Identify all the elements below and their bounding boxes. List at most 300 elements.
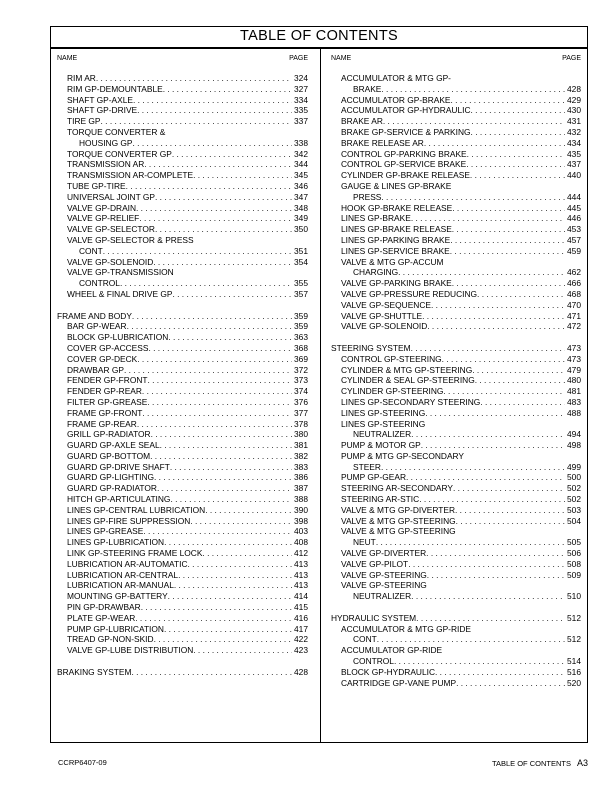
- toc-page-number: 479: [567, 364, 581, 375]
- dot-leader: [139, 213, 292, 224]
- toc-page-number: 505: [567, 537, 581, 548]
- toc-entry-line: [341, 645, 581, 656]
- toc-entry-title: GRILL GP-RADIATOR: [67, 429, 151, 440]
- toc-entry[interactable]: [57, 213, 308, 224]
- toc-entry[interactable]: [57, 419, 308, 430]
- dot-leader: [456, 678, 565, 689]
- toc-page-number: 500: [567, 472, 581, 483]
- toc-entry[interactable]: [57, 526, 308, 537]
- dot-leader: [411, 213, 565, 224]
- toc-page-number: 506: [567, 548, 581, 559]
- toc-entry-title: FRAME GP-FRONT: [67, 407, 143, 418]
- toc-entry[interactable]: [331, 386, 581, 397]
- toc-entry[interactable]: [331, 408, 581, 419]
- toc-entry[interactable]: [57, 397, 308, 408]
- toc-entry-title: GUARD GP-BOTTOM: [67, 450, 151, 461]
- toc-entry[interactable]: [331, 73, 581, 95]
- dot-leader: [124, 365, 292, 376]
- toc-entry[interactable]: [57, 365, 308, 376]
- dot-leader: [131, 667, 292, 678]
- toc-entry[interactable]: [57, 634, 308, 645]
- toc-entry-line: [341, 84, 581, 95]
- toc-entry[interactable]: [331, 321, 581, 332]
- toc-entry-line: [67, 408, 308, 419]
- toc-entry[interactable]: [57, 289, 308, 300]
- toc-entry[interactable]: [57, 127, 308, 149]
- toc-entry[interactable]: [57, 95, 308, 106]
- toc-entry-line: [341, 300, 581, 311]
- dot-leader: [466, 159, 565, 170]
- toc-page-number: 480: [567, 375, 581, 386]
- toc-page-number: 434: [567, 137, 581, 148]
- toc-page-number: 446: [567, 213, 581, 224]
- toc-page-number: 342: [294, 148, 308, 159]
- toc-entry[interactable]: [57, 408, 308, 419]
- toc-entry-line: [67, 127, 308, 138]
- toc-page-number: 377: [294, 407, 308, 418]
- toc-entry-line: [341, 375, 581, 386]
- toc-entry[interactable]: [331, 138, 581, 149]
- toc-entry-title: LINES GP-LUBRICATION: [67, 537, 165, 548]
- toc-entry-title: LUBRICATION AR-AUTOMATIC: [67, 558, 188, 569]
- toc-entry-title: LINES GP-STEERING: [341, 407, 426, 418]
- toc-entry[interactable]: [331, 170, 581, 181]
- dot-leader: [394, 656, 565, 667]
- dot-leader: [154, 472, 292, 483]
- toc-entry-title: CONTROL: [79, 278, 120, 289]
- dot-leader: [426, 548, 565, 559]
- toc-section-entry[interactable]: [57, 667, 308, 678]
- toc-page-number: 514: [567, 656, 581, 667]
- toc-entry-title: LINES GP-PARKING BRAKE: [341, 234, 451, 245]
- dot-leader: [141, 602, 292, 613]
- toc-entry-line: [57, 311, 308, 322]
- toc-entry[interactable]: [331, 494, 581, 505]
- toc-entry-title: VALVE GP-SOLENOID: [67, 256, 154, 267]
- toc-page-number: 350: [294, 224, 308, 235]
- toc-entry-line: [341, 127, 581, 138]
- toc-entry-line: [341, 483, 581, 494]
- dot-leader: [416, 613, 565, 624]
- toc-entry[interactable]: [57, 570, 308, 581]
- toc-page-number: 457: [567, 234, 581, 245]
- toc-page-number: 415: [294, 602, 308, 613]
- toc-page-number: 512: [567, 634, 581, 645]
- toc-entry[interactable]: [57, 645, 308, 656]
- toc-page-number: 372: [294, 364, 308, 375]
- toc-entry[interactable]: [57, 516, 308, 527]
- toc-entry[interactable]: [57, 105, 308, 116]
- footer-doc-id: CCRP6407-09: [58, 758, 107, 767]
- dot-leader: [408, 559, 565, 570]
- dot-leader: [163, 84, 292, 95]
- toc-section-entry[interactable]: [331, 343, 581, 354]
- toc-entry-title: NEUTRALIZER: [353, 429, 412, 440]
- toc-entry-line: [67, 235, 308, 246]
- toc-entry[interactable]: [57, 613, 308, 624]
- dot-leader: [471, 105, 565, 116]
- toc-entry[interactable]: [331, 289, 581, 300]
- toc-entry-line: [341, 591, 581, 602]
- toc-entry-title: TUBE GP-TIRE: [67, 180, 126, 191]
- name-header: NAME: [57, 55, 78, 62]
- toc-page-number: 334: [294, 94, 308, 105]
- left-column: [57, 53, 308, 678]
- toc-page-number: 347: [294, 191, 308, 202]
- toc-entry[interactable]: [57, 472, 308, 483]
- toc-entry-line: [67, 170, 308, 181]
- toc-entry[interactable]: [57, 116, 308, 127]
- toc-page-number: 413: [294, 580, 308, 591]
- toc-entry[interactable]: [57, 192, 308, 203]
- toc-entry[interactable]: [57, 386, 308, 397]
- toc-entry-line: [67, 159, 308, 170]
- toc-entry-title: GUARD GP-DRIVE SHAFT: [67, 461, 170, 472]
- toc-entry[interactable]: [331, 667, 581, 678]
- toc-entry[interactable]: [331, 181, 581, 203]
- toc-entry[interactable]: [331, 397, 581, 408]
- toc-entry-line: [341, 386, 581, 397]
- toc-entry[interactable]: [331, 580, 581, 602]
- dot-leader: [422, 311, 565, 322]
- toc-entry-title: CONT: [79, 245, 103, 256]
- toc-entry-line: [341, 159, 581, 170]
- toc-entry[interactable]: [331, 246, 581, 257]
- toc-page-number: 459: [567, 245, 581, 256]
- dot-leader: [155, 192, 292, 203]
- toc-page-number: 471: [567, 310, 581, 321]
- toc-entry[interactable]: [331, 300, 581, 311]
- footer-section: [492, 758, 588, 769]
- toc-entry-line: [341, 138, 581, 149]
- dot-leader: [475, 375, 565, 386]
- toc-entry[interactable]: [57, 73, 308, 84]
- toc-page-number: 349: [294, 213, 308, 224]
- toc-page-number: 381: [294, 440, 308, 451]
- toc-entry[interactable]: [331, 105, 581, 116]
- toc-entry-title: BLOCK GP-HYDRAULIC: [341, 666, 436, 677]
- toc-entry[interactable]: [331, 483, 581, 494]
- dot-leader: [452, 203, 565, 214]
- toc-entry[interactable]: [331, 235, 581, 246]
- toc-entry[interactable]: [57, 181, 308, 192]
- toc-entry-title: LINES GP-SERVICE BRAKE: [341, 245, 450, 256]
- toc-entry-title: VALVE GP-PILOT: [341, 558, 409, 569]
- toc-entry-line: [67, 602, 308, 613]
- toc-page-number: 416: [294, 612, 308, 623]
- toc-entry-line: [67, 192, 308, 203]
- toc-entry[interactable]: [57, 591, 308, 602]
- name-header: NAME: [331, 55, 352, 62]
- toc-entry-title: HITCH GP-ARTICULATING: [67, 494, 171, 505]
- toc-page-number: 380: [294, 429, 308, 440]
- toc-entry[interactable]: [57, 462, 308, 473]
- toc-page-number: 335: [294, 105, 308, 116]
- toc-entry[interactable]: [57, 580, 308, 591]
- toc-section-entry[interactable]: [331, 613, 581, 624]
- toc-entry[interactable]: [331, 375, 581, 386]
- toc-entry[interactable]: [331, 451, 581, 473]
- toc-entry-title: TORQUE CONVERTER GP: [67, 148, 172, 159]
- toc-entry-title: PUMP & MTG GP-SECONDARY: [341, 450, 465, 461]
- toc-entry-line: [341, 429, 581, 440]
- toc-entry[interactable]: [57, 429, 308, 440]
- dot-leader: [480, 397, 565, 408]
- section-gap: [331, 602, 581, 613]
- toc-entry-line: [341, 472, 581, 483]
- toc-entry-line: [67, 559, 308, 570]
- dot-leader: [450, 235, 565, 246]
- toc-entry[interactable]: [331, 526, 581, 548]
- toc-entry[interactable]: [57, 203, 308, 214]
- toc-entry[interactable]: [331, 311, 581, 322]
- toc-entry-line: [67, 429, 308, 440]
- toc-entry-title: DRAWBAR GP: [67, 364, 124, 375]
- toc-entry-title: NEUT: [353, 537, 376, 548]
- toc-page-number: 348: [294, 202, 308, 213]
- toc-entry-line: [67, 246, 308, 257]
- toc-entry-title: VALVE & MTG GP-STEERING: [341, 515, 456, 526]
- toc-page-number: 414: [294, 591, 308, 602]
- toc-page-number: 488: [567, 407, 581, 418]
- toc-page-number: 503: [567, 504, 581, 515]
- toc-entry-title: HOUSING GP: [79, 137, 133, 148]
- column-divider: [320, 49, 321, 742]
- toc-entry[interactable]: [57, 548, 308, 559]
- toc-entry-line: [341, 95, 581, 106]
- toc-entry-title: VALVE GP-SEQUENCE: [341, 299, 431, 310]
- toc-entry-title: FRAME GP-REAR: [67, 418, 137, 429]
- toc-entry-line: [341, 321, 581, 332]
- toc-entry[interactable]: [57, 354, 308, 365]
- toc-entry[interactable]: [331, 440, 581, 451]
- toc-entry-line: [67, 289, 308, 300]
- toc-entry[interactable]: [331, 149, 581, 160]
- toc-page-number: 355: [294, 278, 308, 289]
- toc-entry-title: PLATE GP-WEAR: [67, 612, 136, 623]
- toc-page-number: 468: [567, 288, 581, 299]
- toc-page-number: 413: [294, 569, 308, 580]
- dot-leader: [477, 289, 565, 300]
- toc-page-number: 498: [567, 440, 581, 451]
- dot-leader: [470, 170, 565, 181]
- toc-entry[interactable]: [331, 365, 581, 376]
- toc-entry[interactable]: [57, 559, 308, 570]
- toc-entry[interactable]: [57, 375, 308, 386]
- dot-leader: [398, 267, 565, 278]
- toc-entry-line: [67, 462, 308, 473]
- toc-entry-title: PUMP GP-GEAR: [341, 472, 406, 483]
- toc-entry[interactable]: [57, 224, 308, 235]
- toc-entry-title: MOUNTING GP-BATTERY: [67, 591, 168, 602]
- toc-entry-line: [67, 419, 308, 430]
- toc-page-number: 470: [567, 299, 581, 310]
- toc-entry-line: [67, 440, 308, 451]
- toc-entry[interactable]: [331, 354, 581, 365]
- dot-leader: [450, 246, 565, 257]
- toc-page-number: 408: [294, 537, 308, 548]
- toc-entry-title: BRAKE GP-SERVICE & PARKING: [341, 126, 471, 137]
- toc-page-number: 345: [294, 170, 308, 181]
- dot-leader: [411, 343, 565, 354]
- toc-entry[interactable]: [331, 678, 581, 689]
- toc-entry[interactable]: [331, 159, 581, 170]
- toc-entry[interactable]: [331, 213, 581, 224]
- toc-entry-title: RIM GP-DEMOUNTABLE: [67, 83, 163, 94]
- dot-leader: [144, 159, 292, 170]
- dot-leader: [164, 537, 292, 548]
- toc-entry[interactable]: [57, 321, 308, 332]
- dot-leader: [133, 95, 292, 106]
- toc-entry[interactable]: [331, 419, 581, 441]
- toc-page-number: 398: [294, 515, 308, 526]
- toc-entry[interactable]: [331, 116, 581, 127]
- toc-entry[interactable]: [331, 548, 581, 559]
- toc-page-number: 428: [567, 83, 581, 94]
- toc-page-number: 354: [294, 256, 308, 267]
- toc-entry[interactable]: [57, 84, 308, 95]
- toc-entry-title: GUARD GP-AXLE SEAL: [67, 440, 160, 451]
- toc-entry-line: [67, 224, 308, 235]
- toc-entry[interactable]: [57, 235, 308, 257]
- toc-page-number: 387: [294, 483, 308, 494]
- toc-entry-title: STEERING AR-STIC: [341, 494, 420, 505]
- toc-entry-title: STEERING AR-SECONDARY: [341, 483, 453, 494]
- toc-entry[interactable]: [331, 278, 581, 289]
- toc-entry[interactable]: [331, 472, 581, 483]
- toc-entry-title: VALVE & MTG GP-ACCUM: [341, 256, 444, 267]
- footer-page-number: A3: [576, 758, 588, 768]
- toc-page-number: 351: [294, 245, 308, 256]
- toc-page-number: 423: [294, 645, 308, 656]
- toc-entry[interactable]: [57, 343, 308, 354]
- toc-entry-title: FENDER GP-FRONT: [67, 375, 148, 386]
- toc-entry-line: [67, 570, 308, 581]
- toc-entry[interactable]: [331, 95, 581, 106]
- toc-entry-line: [67, 613, 308, 624]
- toc-entry[interactable]: [57, 494, 308, 505]
- toc-page-number: 346: [294, 180, 308, 191]
- toc-page-number: 327: [294, 83, 308, 94]
- toc-entry[interactable]: [57, 149, 308, 160]
- toc-page-number: 413: [294, 558, 308, 569]
- toc-entry-title: TRANSMISSION AR-COMPLETE: [67, 170, 194, 181]
- toc-entry[interactable]: [57, 624, 308, 635]
- toc-entry-line: [341, 451, 581, 462]
- dot-leader: [377, 634, 565, 645]
- toc-entry[interactable]: [331, 505, 581, 516]
- toc-page-number: 509: [567, 569, 581, 580]
- toc-entry-line: [341, 678, 581, 689]
- toc-page-number: 502: [567, 483, 581, 494]
- toc-page-number: 324: [294, 73, 308, 83]
- toc-entry-title: ACCUMULATOR GP-HYDRAULIC: [341, 105, 471, 116]
- left-entry-list: [57, 73, 308, 678]
- toc-entry[interactable]: [57, 451, 308, 462]
- toc-entry[interactable]: [57, 159, 308, 170]
- toc-entry[interactable]: [57, 505, 308, 516]
- toc-entry[interactable]: [331, 203, 581, 214]
- section-gap: [57, 656, 308, 667]
- toc-entry[interactable]: [331, 516, 581, 527]
- toc-page-number: 430: [567, 105, 581, 116]
- toc-entry-line: [341, 311, 581, 322]
- toc-entry[interactable]: [57, 602, 308, 613]
- right-column-header: [331, 53, 581, 65]
- dot-leader: [142, 386, 292, 397]
- dot-leader: [120, 278, 292, 289]
- toc-page-number: 428: [294, 666, 308, 677]
- toc-entry-title: VALVE GP-LUBE DISTRIBUTION: [67, 645, 194, 656]
- dot-leader: [431, 300, 565, 311]
- toc-page-number: 374: [294, 386, 308, 397]
- toc-page-number: 403: [294, 526, 308, 537]
- toc-entry-title: VALVE GP-SELECTOR & PRESS: [67, 234, 194, 245]
- toc-entry[interactable]: [331, 570, 581, 581]
- toc-entry-line: [341, 149, 581, 160]
- toc-entry-title: ACCUMULATOR & MTG GP-RIDE: [341, 623, 471, 634]
- toc-entry[interactable]: [57, 483, 308, 494]
- toc-entry-title: HOOK GP-BRAKE RELEASE: [341, 202, 453, 213]
- dot-leader: [148, 375, 293, 386]
- toc-entry[interactable]: [331, 257, 581, 279]
- toc-page-number: 386: [294, 472, 308, 483]
- toc-page-number: 440: [567, 170, 581, 181]
- toc-entry[interactable]: [57, 332, 308, 343]
- toc-entry-line: [341, 570, 581, 581]
- dot-leader: [472, 365, 565, 376]
- toc-entry-title: BLOCK GP-LUBRICATION: [67, 332, 169, 343]
- toc-page-number: 444: [567, 191, 581, 202]
- toc-entry-line: [341, 440, 581, 451]
- toc-entry-line: [67, 278, 308, 289]
- toc-section-entry[interactable]: [57, 311, 308, 322]
- dot-leader: [456, 516, 565, 527]
- toc-entry[interactable]: [57, 267, 308, 289]
- toc-entry[interactable]: [331, 559, 581, 570]
- toc-entry-title: HYDRAULIC SYSTEM: [331, 612, 417, 623]
- toc-entry[interactable]: [331, 224, 581, 235]
- toc-entry-line: [341, 419, 581, 430]
- toc-page-number: 378: [294, 418, 308, 429]
- toc-page-number: 337: [294, 116, 308, 127]
- toc-page-number: 512: [567, 612, 581, 623]
- toc-entry-title: CONTROL GP-PARKING BRAKE: [341, 148, 467, 159]
- toc-entry[interactable]: [57, 537, 308, 548]
- dot-leader: [427, 321, 565, 332]
- toc-entry-line: [67, 505, 308, 516]
- dot-leader: [137, 419, 292, 430]
- toc-entry-line: [67, 634, 308, 645]
- toc-entry-line: [341, 246, 581, 257]
- page-title: TABLE OF CONTENTS: [240, 28, 398, 44]
- dot-leader: [170, 494, 292, 505]
- dot-leader: [127, 321, 292, 332]
- toc-page-number: 369: [294, 353, 308, 364]
- toc-entry[interactable]: [57, 440, 308, 451]
- toc-page-number: 383: [294, 461, 308, 472]
- toc-entry[interactable]: [331, 127, 581, 138]
- toc-entry[interactable]: [57, 170, 308, 181]
- toc-entry[interactable]: [331, 645, 581, 667]
- toc-entry-line: [67, 397, 308, 408]
- toc-entry-line: [67, 537, 308, 548]
- dot-leader: [376, 537, 565, 548]
- toc-entry-title: BRAKE AR: [341, 116, 383, 127]
- toc-entry[interactable]: [57, 257, 308, 268]
- toc-entry[interactable]: [331, 624, 581, 646]
- dot-leader: [148, 343, 292, 354]
